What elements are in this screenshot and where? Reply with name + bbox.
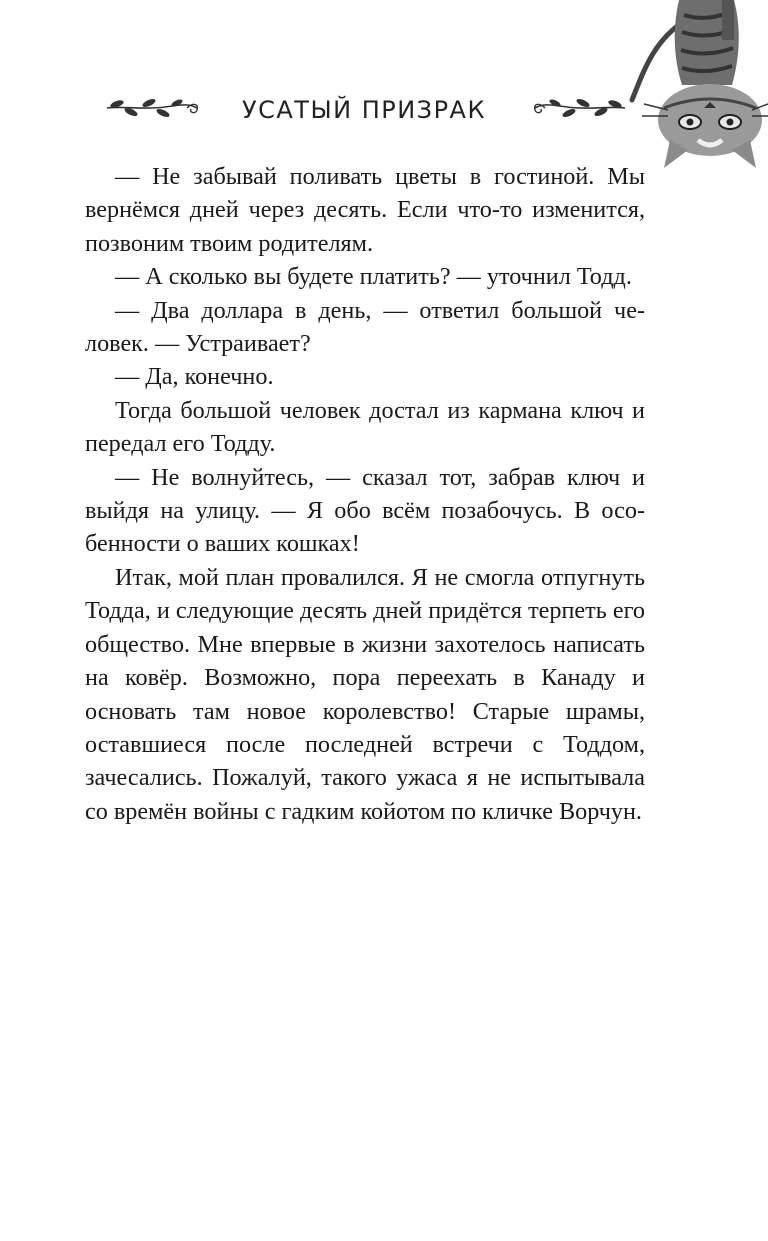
book-title: УСАТЫЙ ПРИЗРАК (241, 96, 486, 124)
hanging-cat-illustration (624, 0, 768, 170)
paragraph: — Не волнуйтесь, — сказал тот, забрав ключ и выйдя на улицу. — Я обо всём позабочусь. В особенности о ваших кошках! (85, 463, 645, 558)
vine-ornament-left-icon (105, 94, 200, 124)
paragraph: — Два доллара в день, — ответил большой человек. — Устраивает? (85, 296, 645, 358)
paragraph: Тогда большой человек достал из кармана ключ и передал его Тодду. (85, 396, 645, 458)
paragraph: — А сколько вы будете платить? — уточнил Тодд. (115, 263, 632, 291)
paragraph: Итак, мой план провалился. Я не смогла отпугнуть Тодда, и следующие десять дней придётся терпеть его общество. Мне впервые в жизни захотелось написать на ковёр. Возможно, пора переехать в Канаду и основать там новое королевство! Старые шрамы, оставшиеся после последней встречи с Тоддом, зачесались. Пожалуй, такого ужаса я не испытывала со времён войны с гадким койотом по кличке Ворчун. (85, 563, 645, 825)
paragraph: — Да, конечно. (115, 363, 274, 391)
paragraph: — Не забывай поливать цветы в гостиной. Мы вернёмся дней через десять. Если что-то изменится, позвоним твоим родителям. (85, 163, 645, 257)
page-body-text (85, 160, 645, 828)
vine-ornament-right-icon (532, 94, 627, 124)
